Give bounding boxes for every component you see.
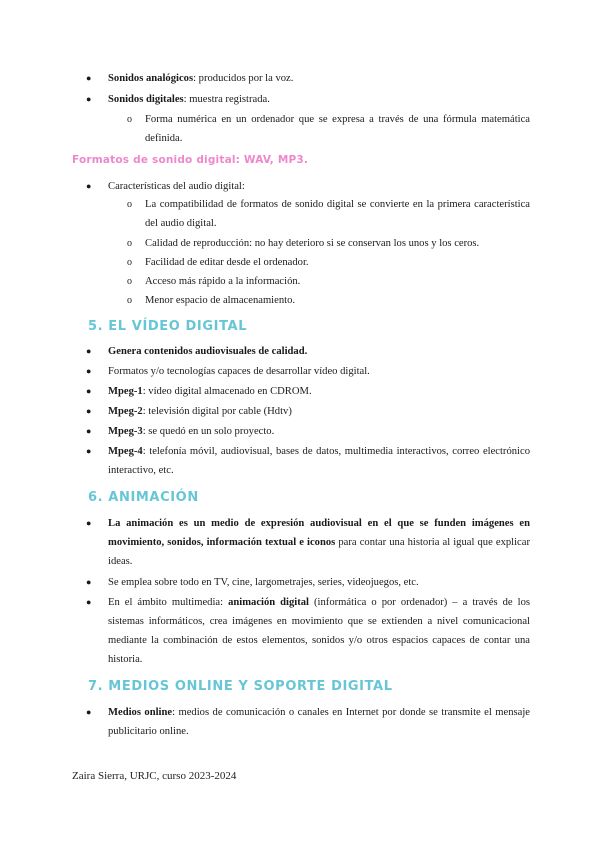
bullet-icon: ● [86,346,92,356]
term: Sonidos digitales [108,94,184,105]
list-item [88,69,530,88]
list-item [88,402,530,421]
term: Mpeg-4 [108,446,143,457]
term: animación digital [228,597,310,608]
sub-list-item [127,195,530,233]
sub-list-item [127,253,530,272]
formatos-heading: Formatos de sonido digital: WAV, MP3. [72,154,309,166]
sub-list-item [127,291,530,310]
bullet-icon: ● [86,386,92,396]
bullet-icon: ● [86,94,92,104]
list-item [88,90,530,109]
item-text: Características del audio digital: [108,181,245,192]
bullet-icon: ● [86,597,92,607]
sub-list-item [127,110,530,148]
sub-item-text: La compatibilidad de formatos de sonido digital se convierte en la primera característica del audio digital. [145,199,530,229]
bullet-icon: ● [86,426,92,436]
section-heading-animacion: 6. ANIMACIÓN [88,490,199,505]
page-footer: Zaira Sierra, URJC, curso 2023-2024 [72,770,237,782]
definition: : vídeo digital almacenado en CDROM. [142,386,312,397]
hollow-bullet-icon: o [127,199,132,210]
sub-list-item [127,272,530,291]
sub-list-item [127,234,530,253]
definition: para contar una historia al igual que explicar ideas. [108,537,530,567]
list-item [88,573,530,592]
list-item [88,593,530,669]
bullet-icon: ● [86,707,92,717]
section-heading-video: 5. EL VÍDEO DIGITAL [88,319,248,334]
list-item [88,422,530,441]
term: Genera contenidos audiovisuales de calidad. [108,346,308,357]
definition: : telefonía móvil, audiovisual, bases de datos, multimedia interactivos, correo electrónico interactivo, etc. [108,446,530,476]
item-text: Se emplea sobre todo en TV, cine, largometrajes, series, videojuegos, etc. [108,577,419,588]
list-item [88,442,530,480]
term: Sonidos analógicos [108,73,194,84]
list-item [88,514,530,571]
list-item [88,382,530,401]
hollow-bullet-icon: o [127,295,132,306]
definition: : se quedó en un solo proyecto. [142,426,275,437]
definition: : muestra registrada. [183,94,270,105]
list-item [88,342,530,361]
sub-item-text: Calidad de reproducción: no hay deterioro si se conservan los unos y los ceros. [145,238,480,249]
bullet-icon: ● [86,577,92,587]
bullet-icon: ● [86,518,92,528]
sub-item-text: Forma numérica en un ordenador que se expresa a través de una fórmula matemática definida. [145,114,530,144]
hollow-bullet-icon: o [127,114,132,125]
hollow-bullet-icon: o [127,238,132,249]
term: Mpeg-2 [108,406,143,417]
term: Mpeg-1 [108,386,143,397]
list-item [88,703,530,741]
list-item [88,362,530,381]
definition: (informática o por ordenador) – a través de los sistemas informáticos, crea imágenes en movimiento que se extienden a nivel comunicacional mediante la combinación de estos elementos, sonidos y/o otros espacios capaces de contar una historia. [108,597,530,665]
list-item [88,177,530,196]
definition: : televisión digital por cable (Hdtv) [142,406,292,417]
definition: Formatos y/o tecnologías capaces de desarrollar vídeo digital. [108,366,370,377]
bullet-icon: ● [86,181,92,191]
bullet-icon: ● [86,73,92,83]
term: Mpeg-3 [108,426,143,437]
section-heading-medios: 7. MEDIOS ONLINE Y SOPORTE DIGITAL [88,679,393,694]
bullet-icon: ● [86,446,92,456]
bullet-icon: ● [86,406,92,416]
item-text: En el ámbito multimedia: [108,597,229,608]
definition: : medios de comunicación o canales en Internet por donde se transmite el mensaje publicitario online. [108,707,530,737]
bullet-icon: ● [86,366,92,376]
hollow-bullet-icon: o [127,257,132,268]
sub-item-text: Facilidad de editar desde el ordenador. [145,257,309,268]
definition: : producidos por la voz. [193,73,294,84]
term: Medios online [108,707,173,718]
sub-item-text: Acceso más rápido a la información. [145,276,301,287]
sub-item-text: Menor espacio de almacenamiento. [145,295,296,306]
term: La animación es un medio de expresión audiovisual en el que se funden imágenes en movimiento, sonidos, información textual e iconos [108,518,530,548]
hollow-bullet-icon: o [127,276,132,287]
